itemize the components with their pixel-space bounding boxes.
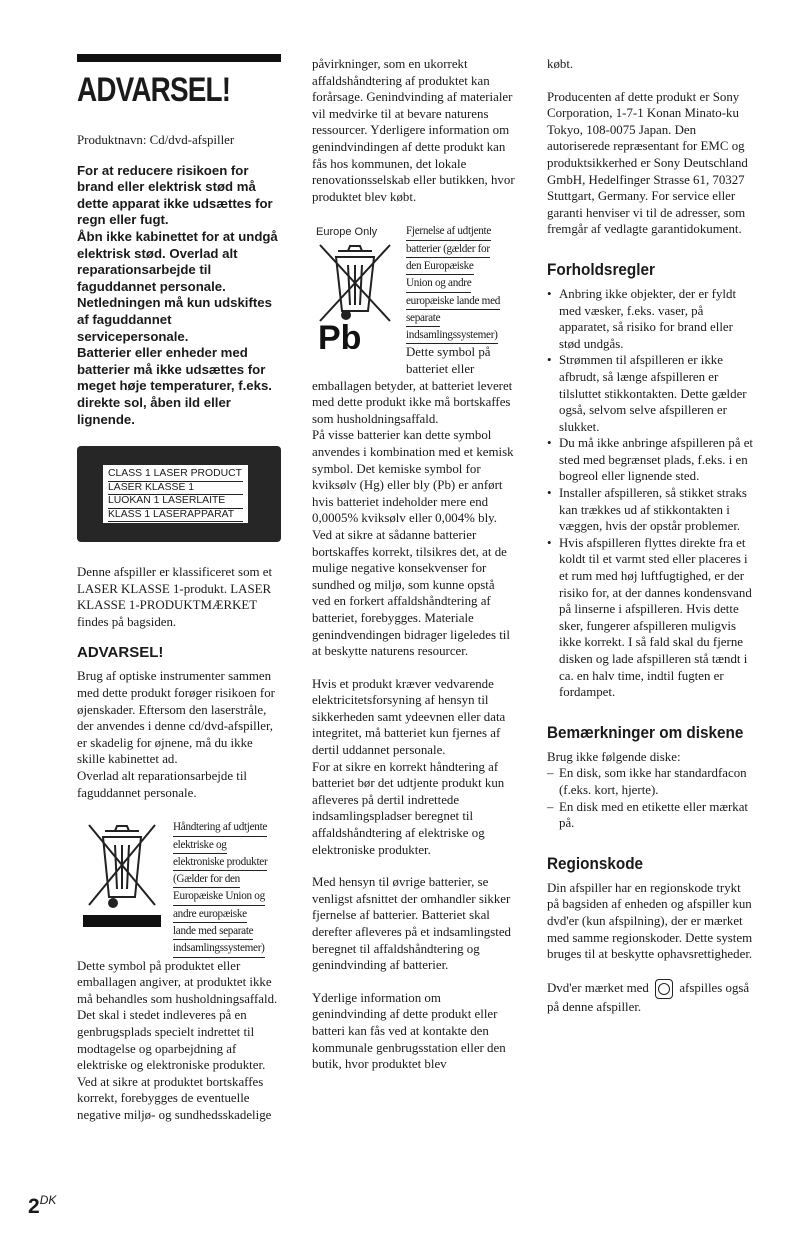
region-heading: Regionskode xyxy=(547,853,644,873)
column-1 xyxy=(77,54,281,1124)
optical-text: Brug af optiske instrumenter sammen med dette produkt forøger risikoen for øjenskader. Eftersom den laserstråle, der anvendes i denne cd/dvd-afspiller, er skadelig for øjnene, må du ikke skille kabinettet ad. xyxy=(77,669,275,767)
weee-caption xyxy=(173,819,267,957)
discs-list xyxy=(547,765,753,831)
power-text: Hvis et produkt kræver vedvarende elektricitetsforsyning af hensyn til sikkerheden samt ydeevnen eller data integritet, må batteriet kun fjernes af dertil uddannet personale. xyxy=(312,676,506,758)
title-bar xyxy=(77,54,281,62)
advarsel-heading: ADVARSEL! xyxy=(77,644,164,662)
page-title: ADVARSEL! xyxy=(77,71,231,109)
laser-line: CLASS 1 LASER PRODUCT xyxy=(108,468,243,482)
weee-caption-line: Europæiske Union og xyxy=(173,888,265,905)
power-text-2: For at sikre en korrekt håndtering af batteriet bør det udtjente produkt kun afleveres på dertil indrettede indsamlingspladser beregnet til affaldshåndtering af elektriske og elektroniske produkter. xyxy=(312,759,505,857)
warning-block xyxy=(77,163,281,429)
pb-label: Pb xyxy=(318,319,362,350)
weee-block xyxy=(77,819,281,957)
page-number xyxy=(28,1193,56,1219)
list-item: • Du må ikke anbringe afspilleren på et sted med begrænset plads, f.eks. i en bogreol eller lignende sted. xyxy=(547,435,753,485)
weee-caption-line: indsamlingssystemer) xyxy=(173,940,265,957)
list-item: • Installer afspilleren, så stikket straks kan trækkes ud af stikkontakten i væggen, hvis der opstår problemer. xyxy=(547,485,753,535)
precautions-list xyxy=(547,286,753,701)
dvd-before: Dvd'er mærket med xyxy=(547,980,649,995)
precautions-heading: Forholdsregler xyxy=(547,259,655,279)
battery-bin-icon xyxy=(312,223,406,377)
laser-label xyxy=(77,446,281,542)
laser-label-inner xyxy=(103,465,248,523)
battery-caption xyxy=(406,223,516,377)
list-item: – En disk, som ikke har standardfacon (f.eks. kort, hjerte). xyxy=(547,765,753,798)
battery-text: emballagen betyder, at batteriet leveret med dette produkt ikke må bortskaffes som husholdningsaffald. xyxy=(312,378,513,426)
europe-only-label: Europe Only xyxy=(316,226,378,239)
weee-bin-icon xyxy=(77,819,173,957)
other-battery-text: Med hensyn til øvrige batterier, se venligst afsnittet der omhandler sikker fjernelse af batterier. Batteriet skal derefter afleveres på et indsamlingsted beregnet til affaldshåndtering og genindvinding af batterier. xyxy=(312,875,511,973)
laser-text: Denne afspiller er klassificeret som et LASER KLASSE 1-produkt. LASER KLASSE 1-PRODUKTMÆRKET findes på bagsiden. xyxy=(77,565,273,629)
weee-continued-text: påvirkninger, som en ukorrekt affaldshåndtering af produktet kan forårsage. Genindvinding af materialer vil medvirke til at bevare naturens ressourcer. Yderligere information om genindvindingen af dette produkt kan fås hos kommunen, det lokale renovationsselskab eller butikken, hvor produktet blev købt. xyxy=(312,57,515,204)
column-2 xyxy=(312,56,516,1073)
battery-warning-text: Batterier eller enheder med batterier må ikke udsættes for meget høje temperaturer, f.eks. direkte sol, åben ild eller lignende. xyxy=(77,345,272,427)
laser-line: KLASS 1 LASERAPPARAT xyxy=(108,509,243,523)
laser-line: LASER KLASSE 1 xyxy=(108,482,243,496)
dvd-after: afspilles også på denne afspiller. xyxy=(547,980,750,1014)
battery-caption-line: indsamlingssystemer) xyxy=(406,327,498,344)
discs-intro: Brug ikke følgende diske: xyxy=(547,749,681,764)
region-all-icon xyxy=(655,979,673,999)
weee-caption-line: (Gælder for den xyxy=(173,871,240,888)
cord-text: Netledningen må kun udskiftes af faguddannet servicepersonale. xyxy=(77,295,272,344)
dvd-all-text xyxy=(547,979,753,1016)
battery-caption-after: Dette symbol på batteriet eller xyxy=(406,345,491,377)
list-item: – En disk med en etikette eller mærkat på. xyxy=(547,799,753,832)
cabinet-text: Åbn ikke kabinettet for at undgå elektrisk stød. Overlad alt reparationsarbejde til faguddannet personale. xyxy=(77,228,278,294)
product-name: Produktnavn: Cd/dvd-afspiller xyxy=(77,133,235,147)
page-suffix: DK xyxy=(39,1193,57,1207)
battery-text-3: Ved at sikre at sådanne batterier bortskaffes korrekt, tilsikres det, at de mulige negative konsekvenser for sundhed og miljø, som kunne opstå ved en forkert affaldshåndtering af batteriet, forebygges. Materiale genindvendingen bidrager ligeledes til at beskytte naturens resourcer. xyxy=(312,527,510,659)
column-3 xyxy=(547,56,753,1015)
battery-caption-line: separate xyxy=(406,310,440,327)
page-number-value: 2 xyxy=(28,1195,40,1218)
battery-caption-line: den Europæiske xyxy=(406,258,474,275)
weee-caption-line: elektroniske produkter xyxy=(173,854,267,871)
optical-text-2: Overlad alt reparationsarbejde til faguddannet personale. xyxy=(77,769,248,800)
list-item: • Hvis afspilleren flyttes direkte fra et koldt til et varmt sted eller placeres i et rum med høj luftfugtighed, er der risiko for, at der dannes kondensvand på linserne i afspilleren. Hvis dette sker, fungerer afspilleren muligvis ikke korrekt. I så fald skal du fjerne disken og lade afspilleren stå tændt i ca. en halv time, indtil fugten er fordampet. xyxy=(547,535,753,701)
warning-text: For at reducere risikoen for brand eller elektrisk stød må dette apparat ikke udsættes for regn eller fugt. xyxy=(77,162,273,228)
weee-text: Dette symbol på produktet eller emballagen angiver, at produktet ikke må behandles som husholdningsaffald. Det skal i stedet indleveres på en genbrugsplads specielt indrettet til modtagelse og oparbejdning af elektriske og elektroniske produkter. Ved at sikre at produktet bortskaffes korrekt, forebygges de eventuelle negative miljø- og sundhedsskadelige xyxy=(77,958,278,1122)
list-item: • Anbring ikke objekter, der er fyldt med væsker, f.eks. vaser, på apparatet, så risiko for brand eller stød undgås. xyxy=(547,286,753,352)
laser-line: LUOKAN 1 LASERLAITE xyxy=(108,495,243,509)
battery-text-2: På visse batterier kan dette symbol anvendes i kombination med et kemisk symbol. Det kemiske symbol for kviksølv (Hg) eller bly (Pb) er anført hvis batteriet indeholder mere end 0,0005% kviksølv eller 0,004% bly. xyxy=(312,428,514,526)
manufacturer-text: Producenten af dette produkt er Sony Corporation, 1-7-1 Konan Minato-ku Tokyo, 108-0075 Japan. Den autoriserede repræsentant for EMC og produktsikkerhed er Sony Deutschland GmbH, Hedelfinger Strasse 61, 70327 Stuttgart, Germany. For service eller garanti henviser vi til de adresser, som fremgår af vedlagte garantidokument. xyxy=(547,89,748,237)
more-info-text: Yderlige information om genindvinding af dette produkt eller batteri kan fås ved at kontakte den kommunale genbrugsstation eller den butik, hvor produktet blev xyxy=(312,990,506,1072)
weee-caption-line: Håndtering af udtjente xyxy=(173,819,267,836)
battery-caption-line: Fjernelse af udtjente xyxy=(406,223,491,240)
battery-caption-line: europæiske lande med xyxy=(406,293,500,310)
battery-caption-line: batterier (gælder for xyxy=(406,241,490,258)
discs-heading: Bemærkninger om diskene xyxy=(547,722,744,742)
list-item: • Strømmen til afspilleren er ikke afbrudt, så længe afspilleren er tilsluttet stikkontakten. Dette gælder også, selvom selve afspilleren er slukket. xyxy=(547,352,753,435)
battery-block xyxy=(312,223,516,377)
continued-text: købt. xyxy=(547,57,574,71)
weee-caption-line: andre europæiske xyxy=(173,906,247,923)
region-text: Din afspiller har en regionskode trykt på bagsiden af enheden og afspiller kun dvd'er (kun afspilning), der er mærket med samme regionskoder. Dette system bruges til at beskytte ophavsrettigheder. xyxy=(547,880,753,962)
weee-caption-line: lande med separate xyxy=(173,923,253,940)
weee-caption-line: elektriske og xyxy=(173,837,227,854)
battery-caption-line: Union og andre xyxy=(406,275,471,292)
